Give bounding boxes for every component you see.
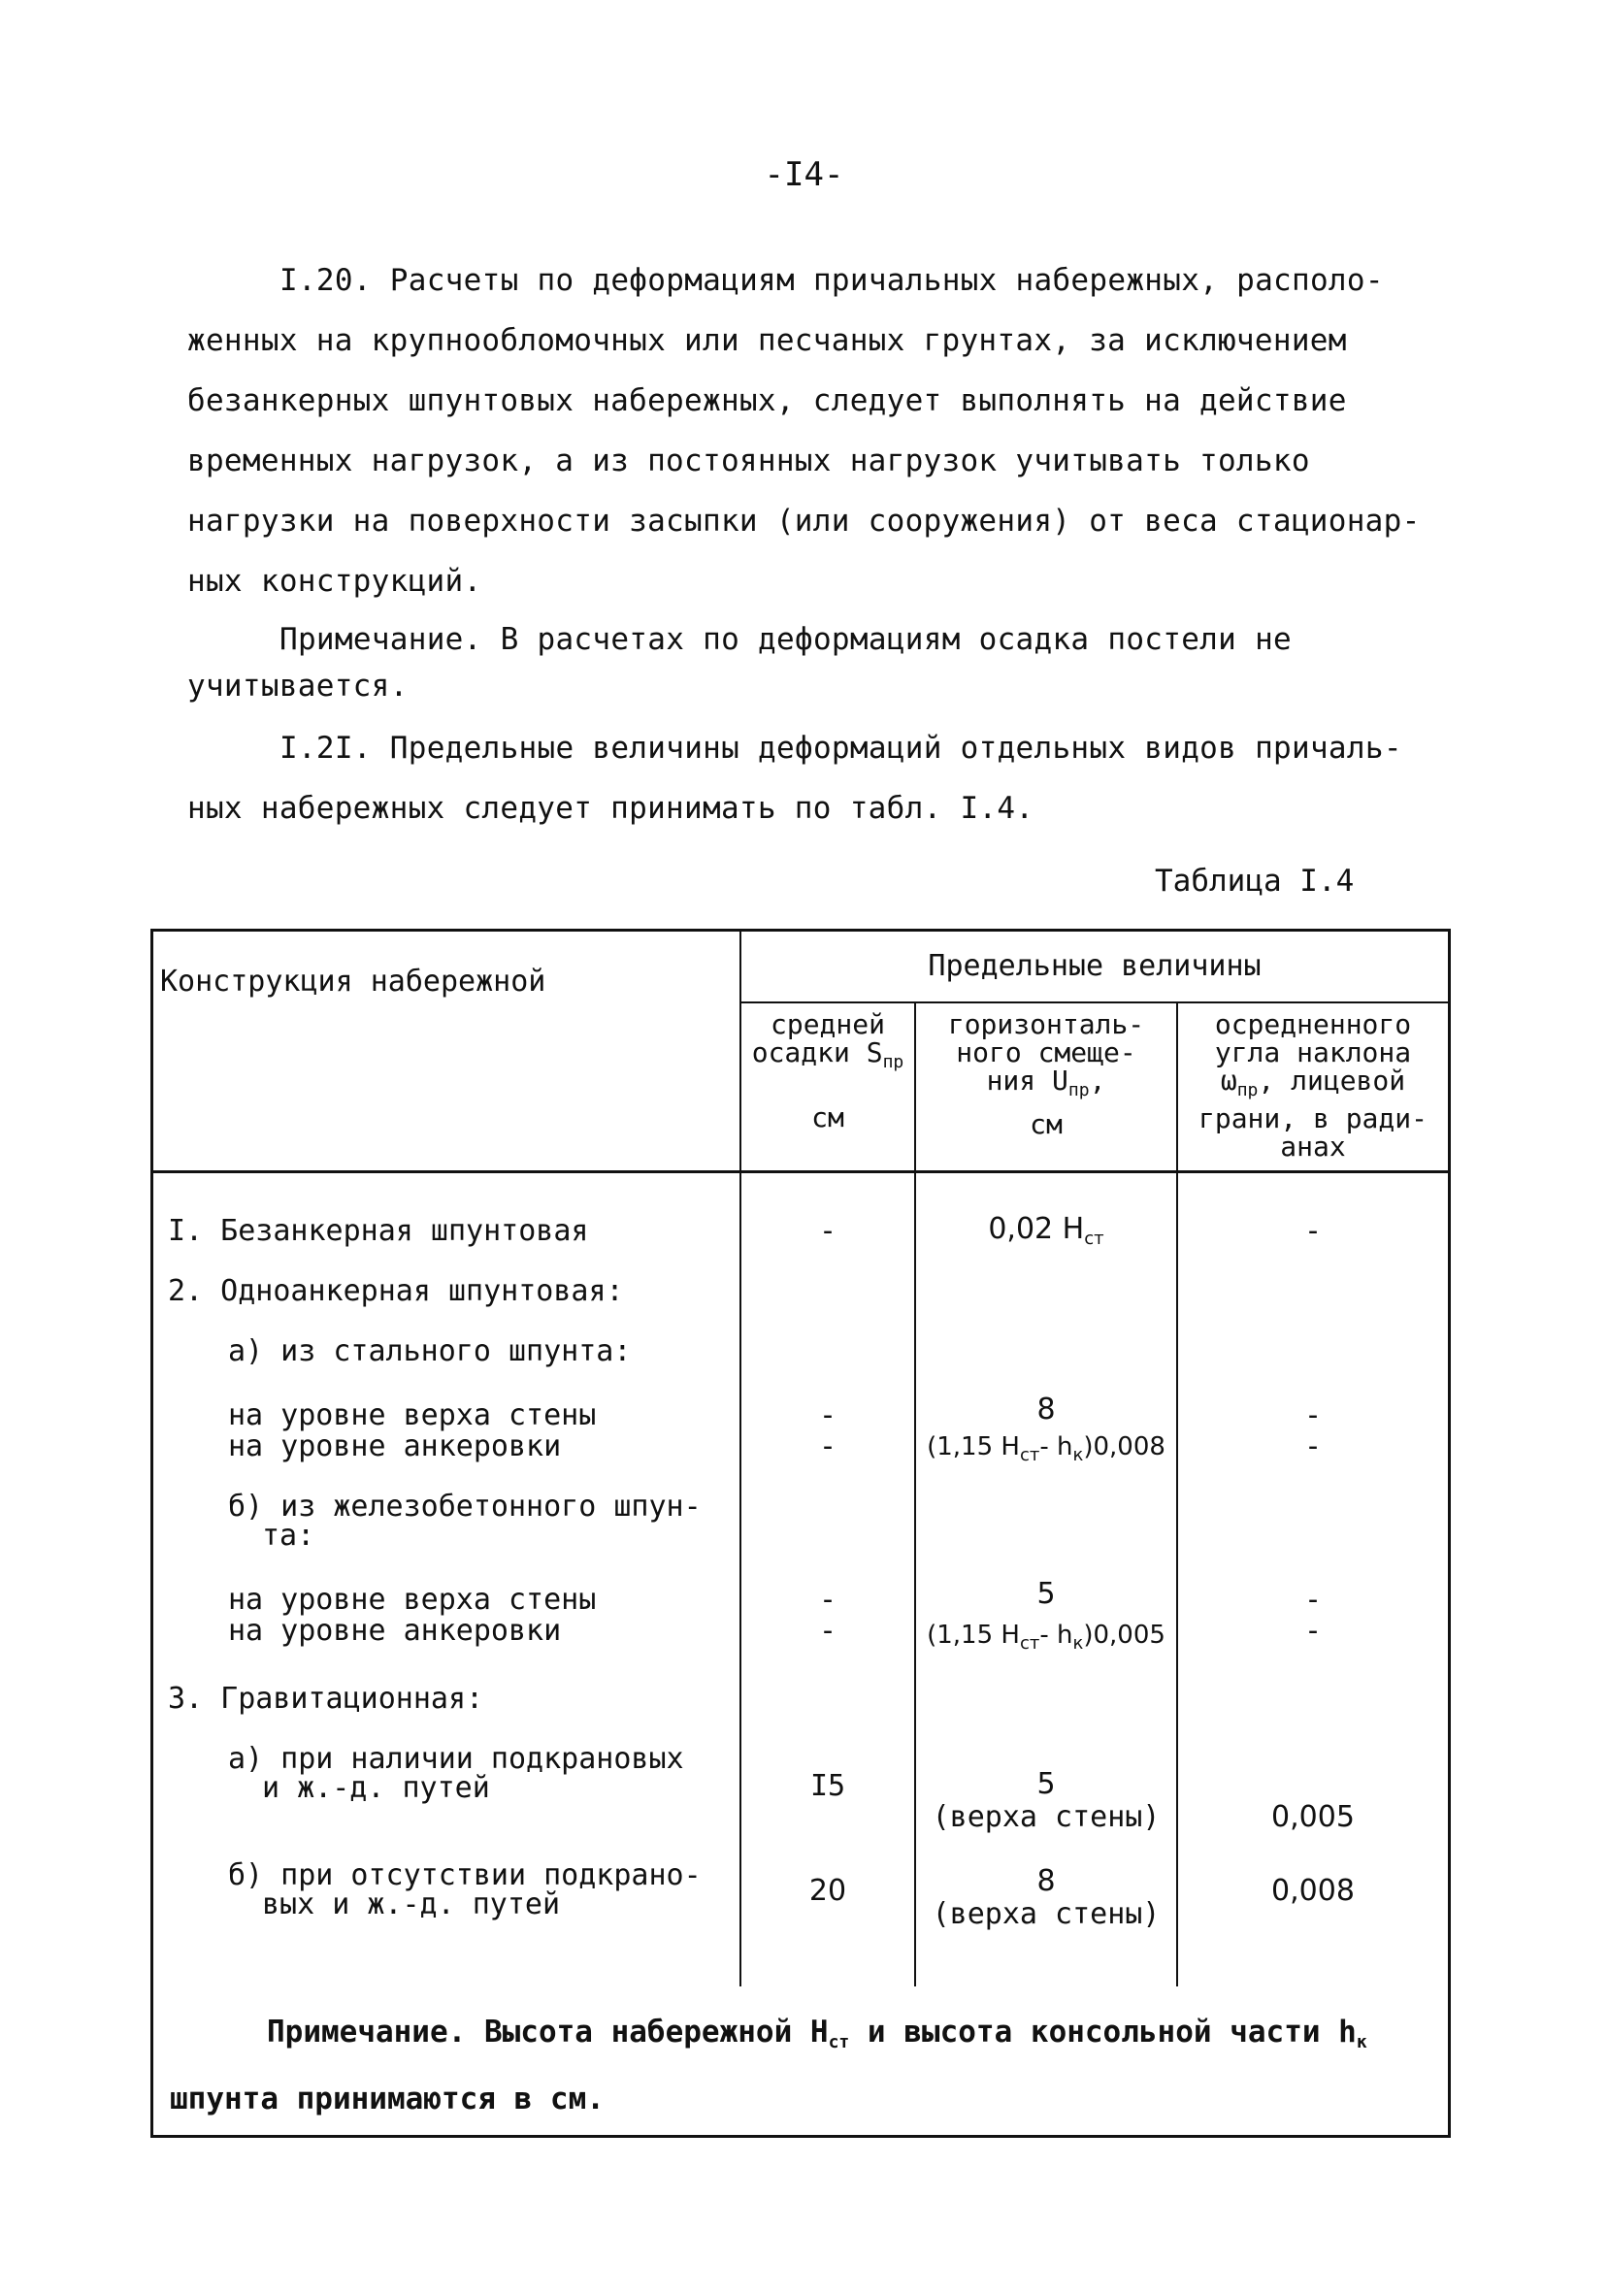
cell-settlement: I5 bbox=[809, 1769, 846, 1803]
row-label: вых и ж.-д. путей bbox=[262, 1887, 561, 1921]
header-horizontal bbox=[916, 1010, 1176, 1138]
text-line: нагрузки на поверхности засыпки (или сооружения) от веса стационар- bbox=[187, 504, 1421, 539]
row-label: на уровне верха стены bbox=[228, 1398, 597, 1432]
note-subscript: ст bbox=[828, 2032, 850, 2052]
header-unit: см bbox=[1030, 1108, 1063, 1140]
page-number: -I4- bbox=[764, 155, 844, 194]
cell-horizontal-note: (верха стены) bbox=[932, 1800, 1161, 1834]
text-line: I.2I. Предельные величины деформаций отдельных видов причаль- bbox=[279, 731, 1402, 766]
header-text: , лицевой bbox=[1258, 1065, 1406, 1097]
text-line: ных конструкций. bbox=[187, 564, 482, 599]
col-divider-2 bbox=[914, 1001, 916, 1986]
row-label: б) при отсутствии подкрано- bbox=[228, 1858, 702, 1892]
header-text: , bbox=[1089, 1065, 1106, 1097]
group-header-divider bbox=[739, 1001, 1451, 1003]
text-line: временных нагрузок, а из постоянных нагрузок учитывать только bbox=[187, 443, 1310, 478]
text-line: I.20. Расчеты по деформациям причальных набережных, располо- bbox=[279, 263, 1384, 298]
cell-tilt: - bbox=[1303, 1429, 1323, 1463]
table-border-top bbox=[150, 929, 1451, 932]
row-label: а) из стального шпунта: bbox=[228, 1334, 632, 1368]
cell-tilt: - bbox=[1303, 1214, 1323, 1248]
cell-horizontal: 5 bbox=[1036, 1767, 1056, 1801]
cell-settlement: - bbox=[818, 1614, 837, 1648]
cell-text: (1,15 H bbox=[927, 1432, 1020, 1461]
cell-horizontal bbox=[916, 1214, 1176, 1255]
cell-subscript: ст bbox=[1019, 1445, 1040, 1465]
cell-text: (1,15 H bbox=[927, 1621, 1020, 1650]
cell-subscript: ст bbox=[1019, 1633, 1040, 1654]
limits-table bbox=[150, 929, 1451, 2138]
cell-text: )0,005 bbox=[1083, 1621, 1165, 1650]
header-text: горизонталь- bbox=[947, 1008, 1145, 1040]
cell-horizontal: 5 bbox=[1036, 1577, 1056, 1611]
header-text: ω bbox=[1220, 1065, 1237, 1097]
header-text: грани, в ради- bbox=[1198, 1102, 1428, 1134]
text-line: ных набережных следует принимать по табл. I.4. bbox=[187, 791, 1034, 826]
cell-tilt: - bbox=[1303, 1398, 1323, 1432]
cell-settlement: - bbox=[818, 1214, 837, 1248]
table-caption: Таблица I.4 bbox=[1155, 864, 1355, 899]
header-bottom-line bbox=[150, 1170, 1451, 1173]
note-deformation bbox=[187, 609, 1449, 716]
paragraph-1-21 bbox=[187, 718, 1449, 838]
row-label: на уровне верха стены bbox=[228, 1583, 597, 1617]
header-unit: см bbox=[811, 1101, 844, 1133]
text-line: безанкерных шпунтовых набережных, следует выполнять на действие bbox=[187, 383, 1347, 418]
row-label: I. Безанкерная шпунтовая bbox=[168, 1214, 589, 1248]
cell-settlement: - bbox=[818, 1583, 837, 1617]
header-settlement bbox=[741, 1010, 914, 1132]
cell-subscript: к bbox=[1072, 1633, 1084, 1654]
header-text: ного смеще- bbox=[956, 1036, 1136, 1068]
table-note bbox=[170, 2004, 1441, 2127]
row-label: и ж.-д. путей bbox=[262, 1771, 490, 1805]
cell-horizontal: 8 bbox=[1036, 1864, 1056, 1898]
table-border-bottom bbox=[150, 2135, 1451, 2138]
row-label: б) из железобетонного шпун- bbox=[228, 1490, 702, 1524]
header-text: осадки S bbox=[751, 1036, 883, 1068]
cell-tilt: - bbox=[1303, 1614, 1323, 1648]
cell-settlement: - bbox=[818, 1429, 837, 1463]
cell-subscript: к bbox=[1072, 1445, 1084, 1465]
table-border-left bbox=[150, 929, 153, 2138]
cell-horizontal-note: (верха стены) bbox=[932, 1897, 1161, 1931]
header-subscript: пр bbox=[1067, 1080, 1090, 1100]
row-label: 2. Одноанкерная шпунтовая: bbox=[168, 1274, 624, 1308]
cell-settlement: 20 bbox=[808, 1874, 847, 1908]
row-label: 3. Гравитационная: bbox=[168, 1682, 484, 1716]
cell-text: 0,02 H bbox=[988, 1212, 1085, 1246]
note-text: Примечание. Высота набережной H bbox=[267, 2015, 829, 2050]
note-text: шпунта принимаются в см. bbox=[170, 2082, 605, 2116]
cell-subscript: ст bbox=[1084, 1229, 1104, 1249]
row-label: на уровне анкеровки bbox=[228, 1429, 562, 1463]
header-subscript: пр bbox=[882, 1052, 904, 1072]
text-line: Примечание. В расчетах по деформациям осадка постели не bbox=[279, 622, 1292, 657]
note-subscript: к bbox=[1356, 2032, 1367, 2052]
header-construction: Конструкция набережной bbox=[160, 965, 546, 999]
header-limits: Предельные величины bbox=[928, 949, 1262, 983]
text-line: женных на крупнообломочных или песчаных грунтах, за исключением bbox=[187, 323, 1347, 358]
header-text: средней bbox=[770, 1008, 885, 1040]
text-line: учитывается. bbox=[187, 669, 409, 704]
paragraph-1-20 bbox=[187, 250, 1449, 611]
header-text: осредненного bbox=[1214, 1008, 1412, 1040]
cell-horizontal bbox=[916, 1431, 1176, 1471]
header-tilt bbox=[1178, 1010, 1448, 1161]
cell-text: - h bbox=[1039, 1621, 1073, 1650]
table-border-right bbox=[1448, 929, 1451, 2138]
cell-text: - h bbox=[1039, 1432, 1073, 1461]
row-label: а) при наличии подкрановых bbox=[228, 1742, 684, 1776]
cell-text: )0,008 bbox=[1083, 1432, 1165, 1461]
cell-horizontal: 8 bbox=[1036, 1393, 1056, 1427]
header-subscript: пр bbox=[1236, 1080, 1259, 1100]
note-text: и высота консольной части h bbox=[849, 2015, 1357, 2050]
cell-tilt: - bbox=[1303, 1583, 1323, 1617]
header-text: анах bbox=[1280, 1131, 1346, 1163]
cell-horizontal bbox=[916, 1620, 1176, 1659]
row-label: на уровне анкеровки bbox=[228, 1614, 562, 1648]
cell-settlement: - bbox=[818, 1398, 837, 1432]
header-text: угла наклона bbox=[1214, 1036, 1412, 1068]
row-label: та: bbox=[262, 1519, 315, 1553]
cell-tilt: 0,005 bbox=[1271, 1800, 1355, 1834]
cell-tilt: 0,008 bbox=[1271, 1874, 1355, 1908]
header-text: ния U bbox=[986, 1065, 1068, 1097]
